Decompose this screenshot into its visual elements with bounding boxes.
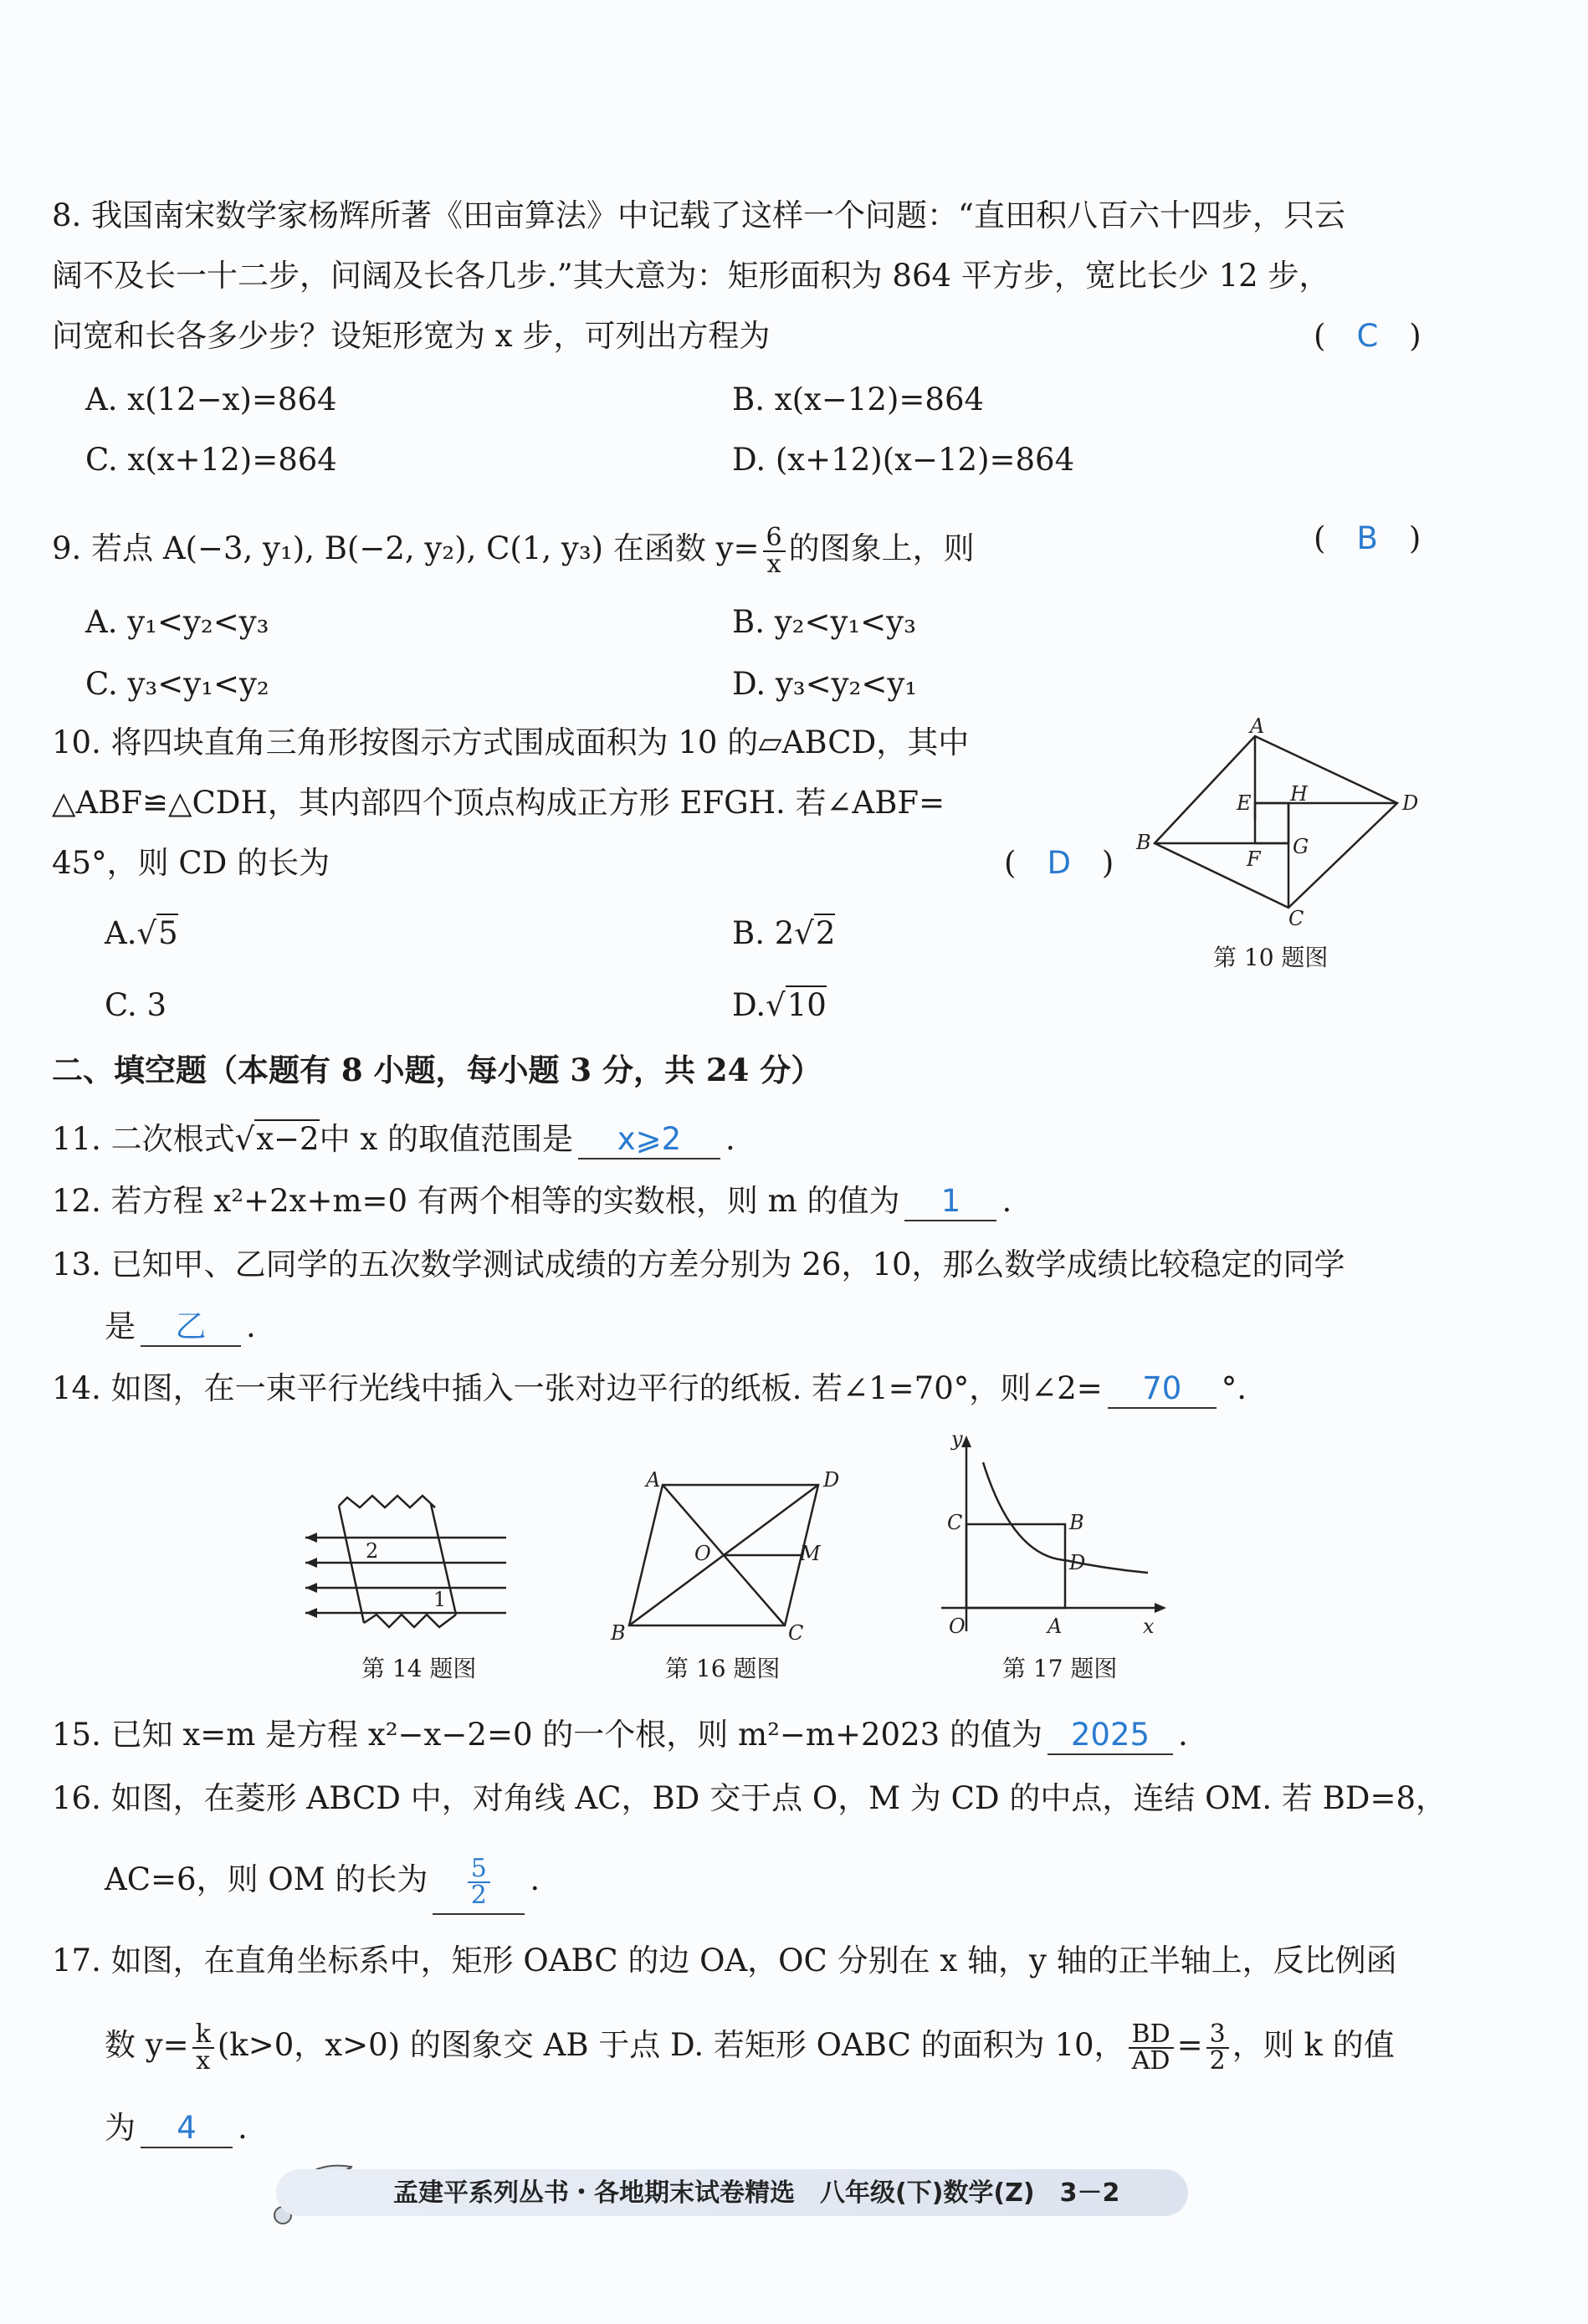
q17-frac3-den: 2 [1209,2045,1226,2076]
q10-option-a: A.√5 [105,915,178,951]
q10-option-a-pre: A. [105,915,137,951]
q10-option-d-rad: 10 [786,987,827,1023]
q8-line1: 8. 我国南宋数学家杨辉所著《田亩算法》中记载了这样一个问题：“直田积八百六十四步，只云 [52,197,1345,233]
q10-option-b-pre: B. 2 [732,915,795,951]
fig16-label-b: B [611,1621,626,1645]
q11-answer-blank: x⩾2 [578,1121,720,1159]
q13-line2 [105,1307,256,1347]
q8-line3: 问宽和长各多少步？设矩形宽为 x 步，可列出方程为 [52,318,771,354]
q17-frac-k-x [192,2019,214,2076]
fig17-label-d: D [1069,1551,1086,1574]
q8-option-a: A. x(12−x)=864 [85,381,337,417]
q16-answer-num: 5 [468,1856,490,1883]
fig16-label-a: A [646,1468,661,1492]
fig17-caption: 第 17 题图 [1002,1655,1118,1682]
q13-post: . [246,1308,256,1344]
q17-frac2-num: BD [1129,2022,1174,2049]
fig10-label-e: E [1237,791,1252,815]
q9-fraction [763,522,786,579]
q15-answer-blank: 2025 [1048,1717,1173,1755]
q9-frac-num: 6 [763,525,786,552]
q17-frac1-den: x [196,2045,211,2076]
q9-option-c: C. y₃<y₁<y₂ [85,666,269,702]
q14-post: °. [1221,1370,1247,1406]
q17-line3 [105,2108,248,2148]
figure-14 [297,1489,523,1631]
q8-answer-paren: ( C ) [1314,318,1422,354]
q12-post: . [1001,1183,1012,1219]
q11-pre: 11. 二次根式 [52,1121,235,1157]
q16-answer-den: 2 [470,1880,487,1910]
q12-pre: 12. 若方程 x²+2x+m=0 有两个相等的实数根，则 m 的值为 [52,1183,900,1219]
q11-mid: 中 x 的取值范围是 [319,1121,573,1157]
fig10-label-f: F [1247,847,1261,871]
q8-option-c: C. x(x+12)=864 [85,442,337,478]
q17-frac-3-2 [1206,2019,1229,2076]
q16-line1: 16. 如图，在菱形 ABCD 中，对角线 AC，BD 交于点 O，M 为 CD 的中点，连结 OM. 若 BD=8， [52,1780,1447,1816]
footer-text: 孟建平系列丛书・各地期末试卷精选 八年级(下)数学(Z) 3－2 [393,2178,1120,2208]
q11-radicand: x−2 [256,1121,320,1157]
fig10-label-a: A [1250,714,1265,738]
q10-line3: 45°，则 CD 的长为 [52,845,330,881]
q9-option-d: D. y₃<y₂<y₁ [732,666,918,702]
q11-post: . [725,1121,735,1157]
fig17-label-a: A [1048,1615,1063,1638]
fig10-label-h: H [1290,782,1308,806]
fig17-label-o: O [949,1615,966,1638]
q17-frac3-num: 3 [1206,2022,1229,2049]
q8-answer: C [1356,318,1379,354]
q8-line2: 阔不及长一十二步，问阔及长各几步.”其大意为：矩形面积为 864 平方步，宽比长少 12 步， [52,258,1330,294]
q15-pre: 15. 已知 x=m 是方程 x²−x−2=0 的一个根，则 m²−m+2023 的值为 [52,1717,1042,1753]
fig17-label-x: x [1143,1615,1155,1638]
fig17-label-y: y [951,1427,963,1451]
q17-post2: ，则 k 的值 [1232,2027,1395,2063]
q17-frac-bd-ad [1129,2019,1174,2076]
q12-answer-blank: 1 [904,1183,996,1221]
q8-option-b: B. x(x−12)=864 [732,381,985,417]
q17-post3: . [238,2110,248,2146]
q14-answer-blank: 70 [1108,1370,1217,1409]
fig16-label-m: M [800,1542,821,1565]
q8-option-d: D. (x+12)(x−12)=864 [732,442,1075,478]
q9-line1 [52,524,975,577]
q10-option-d-pre: D. [732,987,766,1023]
section-2-title: 二、填空题（本题有 8 小题，每小题 3 分，共 24 分） [52,1052,822,1088]
q16-answer-fraction [468,1853,490,1910]
q17-frac1-num: k [192,2022,214,2049]
fig14-label-2: 2 [366,1539,379,1563]
q13-line1: 13. 已知甲、乙同学的五次数学测试成绩的方差分别为 26，10，那么数学成绩比较稳定的同学 [52,1246,1345,1282]
q10-option-b-rad: 2 [815,915,836,951]
q9-text-post: 的图象上，则 [788,530,975,566]
q16-line2 [105,1850,540,1915]
q16-answer-blank [433,1853,525,1915]
fig10-caption: 第 10 题图 [1213,944,1329,971]
q9-frac-den: x [766,549,781,579]
q17-mid: (k>0，x>0) 的图象交 AB 于点 D. 若矩形 OABC 的面积为 10， [217,2027,1125,2063]
figure-10 [1130,714,1419,930]
q14-pre: 14. 如图，在一束平行光线中插入一张对边平行的纸板. 若∠1=70°，则∠2= [52,1370,1103,1406]
fig10-label-g: G [1293,835,1309,858]
q15-post: . [1177,1717,1188,1753]
q17-line1: 17. 如图，在直角坐标系中，矩形 OABC 的边 OA，OC 分别在 x 轴，y 轴的正半轴上，反比例函 [52,1943,1397,1978]
fig16-label-o: O [694,1542,711,1565]
fig10-label-d: D [1402,791,1419,815]
q10-option-b: B. 2√2 [732,915,836,951]
figure-16 [602,1468,845,1644]
q9-text-pre: 9. 若点 A(−3, y₁), B(−2, y₂), C(1, y₃) 在函数 y= [52,530,760,566]
q16-pre: AC=6，则 OM 的长为 [105,1861,428,1897]
q9-option-b: B. y₂<y₁<y₃ [732,604,916,640]
q10-option-d: D.√10 [732,987,827,1023]
fig10-label-b: B [1136,831,1151,854]
fig16-label-c: C [788,1621,804,1645]
q10-option-a-rad: 5 [158,915,178,951]
q15-line [52,1715,1188,1755]
fig17-label-b: B [1069,1511,1084,1534]
fig16-label-d: D [823,1468,840,1492]
q9-answer-paren: ( B ) [1314,520,1422,556]
fig10-label-c: C [1288,907,1304,930]
q9-answer: B [1356,520,1378,556]
q9-option-a: A. y₁<y₂<y₃ [85,604,269,640]
q17-eq: = [1176,2027,1203,2063]
fig17-label-c: C [947,1511,963,1534]
q17-line2 [105,2016,1395,2075]
q12-line [52,1181,1012,1221]
figure-17 [929,1427,1171,1644]
q17-answer-blank: 4 [141,2110,233,2148]
fig14-caption: 第 14 题图 [361,1655,477,1682]
q17-pre3: 为 [105,2110,136,2146]
q10-answer-paren: ( D ) [1004,845,1114,881]
q10-answer: D [1047,845,1071,881]
q13-answer-blank: 乙 [141,1308,241,1347]
q10-line1: 10. 将四块直角三角形按图示方式围成面积为 10 的▱ABCD，其中 [52,724,970,760]
fig14-label-1: 1 [433,1588,447,1611]
q14-line [52,1369,1247,1409]
q10-option-c: C. 3 [105,987,167,1023]
fig16-caption: 第 16 题图 [665,1655,781,1682]
q13-pre: 是 [105,1308,136,1344]
q17-pre: 数 y= [105,2027,189,2063]
q10-line2: △ABF≌△CDH，其内部四个顶点构成正方形 EFGH. 若∠ABF= [52,785,945,821]
q17-frac2-den: AD [1131,2045,1171,2076]
q16-post: . [530,1861,540,1897]
q11-line: 11. 二次根式√x−2中 x 的取值范围是 x⩾2 . [52,1119,735,1159]
